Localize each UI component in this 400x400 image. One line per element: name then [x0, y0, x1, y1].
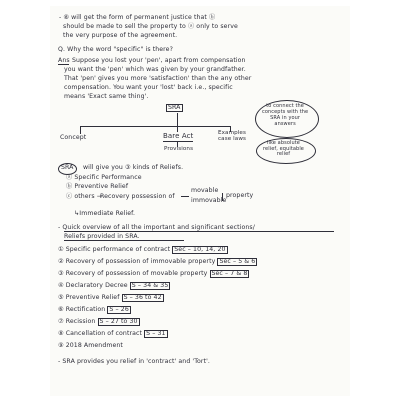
list-item: ④ Declaratory Decree S – 34 & 35 [58, 282, 169, 289]
cloud-text: to connect the concepts with the SRA in your answers [262, 103, 309, 127]
connector [80, 126, 230, 127]
connector [177, 113, 178, 127]
cloud-sub-text: like absolute relief, equitable relief [263, 140, 304, 157]
underline [64, 231, 334, 232]
text-line: Reliefs provided in SRA. [64, 233, 140, 240]
text-line: - SRA provides you relief in 'contract' and 'Tort'. [58, 358, 210, 365]
list-item: ⓒ others → [66, 193, 103, 200]
text-line: compensation. You want your 'lost' back i.e., specific [64, 84, 233, 91]
connector [80, 126, 81, 134]
list-item: ⑧ Cancellation of contract S – 31 [58, 330, 166, 337]
text-line: That 'pen' gives you more 'satisfaction' than the any other [64, 75, 252, 82]
list-item: ③ Recovery of possession of movable property Sec – 7 & 8 [58, 270, 248, 277]
list-item: ⑨ 2018 Amendment [58, 342, 123, 349]
diagram-provisions: Provisions [164, 146, 194, 152]
diagram-concept: Concept [60, 134, 87, 141]
underline [64, 240, 184, 241]
text-line: property [226, 192, 254, 199]
list-item: ① Specific performance of contract Sec – 10, 14, 20 [58, 246, 226, 253]
text-line: you want the 'pen' which was given by your grandfather. [64, 66, 246, 73]
list-item: ⓐ Specific Performance [66, 174, 142, 181]
diagram-bare-act: Bare Act [163, 132, 194, 140]
connector [181, 196, 189, 197]
text-line: Suppose you lost your 'pen', apart from compensation [72, 57, 246, 64]
underline [58, 64, 69, 65]
text-line: Recovery possession of [100, 193, 175, 200]
text-line: the very purpose of the agreement. [63, 32, 178, 39]
text-line: movable [191, 187, 219, 194]
text-line: - Quick overview of all the important and significant sections/ [58, 224, 255, 231]
list-item: ② Recovery of possession of immovable property Sec – 5 & 6 [58, 258, 256, 265]
diagram-examples: Examples case laws [218, 130, 247, 142]
text-line: means 'Exact same thing'. [64, 93, 149, 100]
text-line: should be made to sell the property to ⓐ only to serve [63, 23, 238, 30]
list-item: ⓑ Preventive Relief [66, 183, 129, 190]
text-line: ↳Immediate Relief. [74, 210, 136, 217]
brace [222, 193, 223, 201]
question-line: Q. Why the word "specific" is there? [58, 46, 173, 53]
text-line: will give you ③ kinds of Reliefs. [83, 164, 184, 171]
text-line: - ⑧ will get the form of permanent justice that ⓑ [59, 14, 216, 21]
underline [163, 141, 193, 142]
diagram-top-box: SRA [168, 104, 181, 111]
sra-label: SRA [61, 164, 74, 171]
answer-label: Ans [58, 57, 70, 64]
text-line: immovable [191, 197, 227, 204]
list-item: ⑤ Preventive Relief S – 36 to 42 [58, 294, 162, 301]
list-item: ⑦ Recission S – 27 to 30 [58, 318, 138, 325]
list-item: ⑥ Rectification S – 26 [58, 306, 129, 313]
